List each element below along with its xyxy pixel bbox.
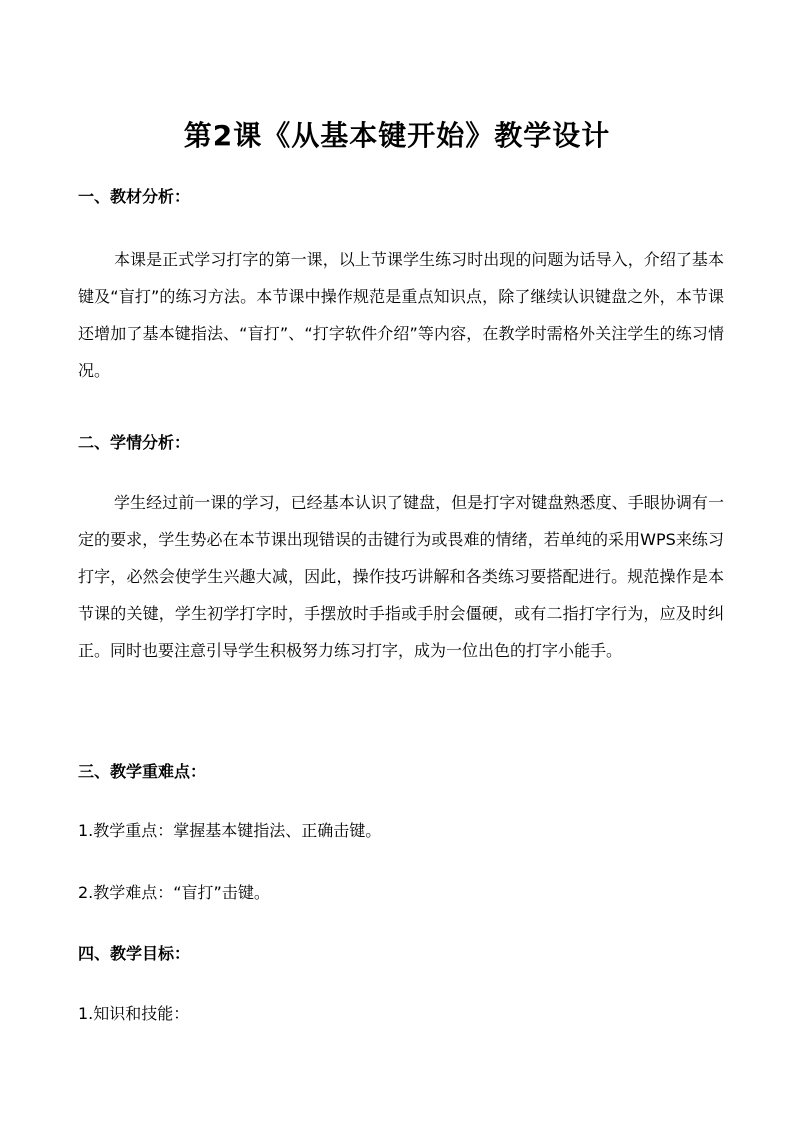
list-item-key-point: 1.教学重点：掌握基本键指法、正确击键。 xyxy=(78,821,382,840)
list-item-knowledge-skills: 1.知识和技能： xyxy=(78,1004,190,1023)
list-item-difficult-point: 2.教学难点：“盲打”击键。 xyxy=(78,883,270,902)
section-heading-student-analysis: 二、学情分析： xyxy=(78,433,191,452)
section-heading-teaching-objectives: 四、教学目标： xyxy=(78,944,191,963)
section-paragraph-textbook-analysis: 本课是正式学习打字的第一课，以上节课学生练习时出现的问题为话导入，介绍了基本键及“盲打”的练习方法。本节课中操作规范是重点知识点，除了继续认识键盘之外，本节课还增加了基本键指法、“盲打”、“打字软件介绍”等内容，在教学时需格外关注学生的练习情况。 xyxy=(78,250,724,380)
section-heading-key-difficult-points: 三、教学重难点： xyxy=(78,762,207,781)
page-title: 第2课《从基本键开始》教学设计 xyxy=(183,119,611,152)
section-paragraph-student-analysis: 学生经过前一课的学习，已经基本认识了键盘，但是打字对键盘熟悉度、手眼协调有一定的要求，学生势必在本节课出现错误的击键行为或畏难的情绪，若单纯的采用WPS来练习打字，必然会使学生兴趣大减，因此，操作技巧讲解和各类练习要搭配进行。规范操作是本节课的关键，学生初学打字时，手摆放时手指或手肘会僵硬，或有二指打字行为，应及时纠正。同时也要注意引导学生积极努力练习打字，成为一位出色的打字小能手。 xyxy=(78,493,724,660)
section-heading-textbook-analysis: 一、教材分析： xyxy=(78,187,191,206)
